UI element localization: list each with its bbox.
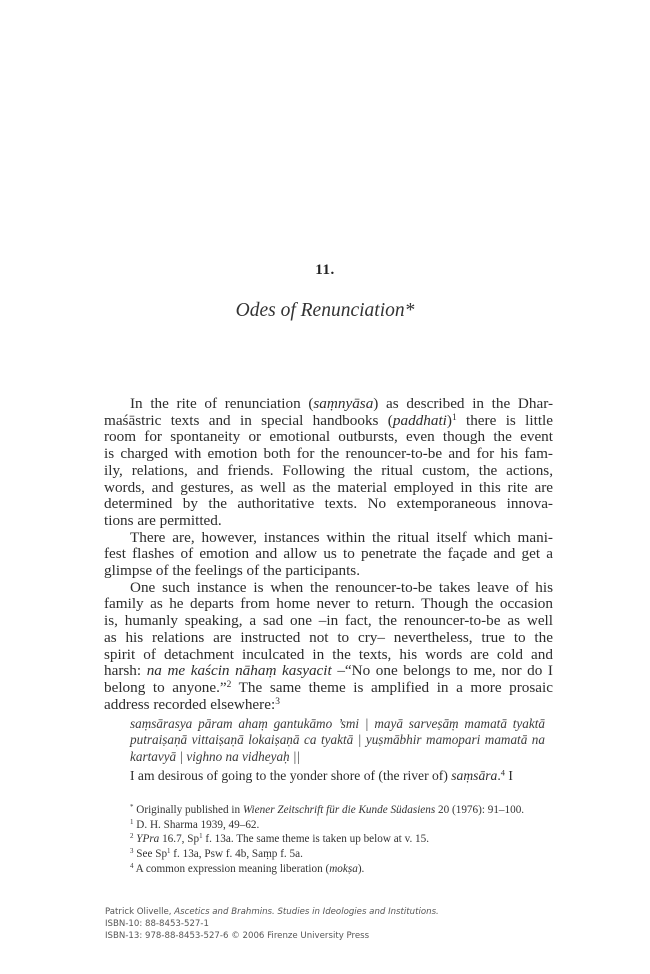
footnote-1: $^1$ D. H. Sharma 1939, 49–62.: [130, 817, 260, 831]
text-line: harsh: na me kaścin nāhaṃ kasyacit –“No one belongs to me, nor do I: [104, 662, 553, 680]
footnote-3: $^3$ See Sp$^1$ f. 13a, Psw f. 4b, Saṃp f. 5a.: [130, 847, 303, 861]
sanskrit-term: saṃnyāsa: [313, 395, 374, 412]
text-line: as his relations are instructed not to cry– nevertheless, true to the: [104, 628, 553, 646]
sanskrit-quote: na me kaścin nāhaṃ kasyacit: [146, 662, 332, 680]
quote-line: saṃsārasya pāram ahaṃ gantukāmo ’smi | mayā sarveṣāṃ mamatā tyaktā: [130, 716, 545, 731]
footnote-ref[interactable]: 3: [275, 696, 280, 707]
footnote-ref[interactable]: 4: [500, 767, 505, 778]
footnote-2: $^2$ YPra 16.7, Sp$^1$ f. 13a. The same theme is taken up below at v. 15.: [130, 832, 430, 846]
text-line: family as he departs from home never to return. Though the occasion: [104, 595, 553, 613]
publication-imprint: [105, 906, 505, 942]
text-line: room for spontaneity or emotional outbursts, even though the event: [104, 428, 553, 446]
chapter-number: 11.: [315, 262, 335, 278]
footnote-ref[interactable]: 1: [451, 412, 457, 423]
paragraph-2: [104, 530, 553, 580]
imprint-citation: Patrick Olivelle, Ascetics and Brahmins. Studies in Ideologies and Institutions.: [105, 907, 439, 917]
text-line: spirit of detachment inculcated in the texts, his words are cold and: [104, 645, 553, 663]
footnote-marker: 1: [130, 817, 134, 826]
text-line: maśāstric texts and in special handbooks (paddhati)$^1$ there is little: [104, 411, 554, 429]
text-line: belong to anyone.”$^2$ The same theme is amplified in a more prosaic: [104, 678, 553, 696]
footnote-marker: 4: [130, 862, 134, 870]
footnote-marker: 2: [130, 832, 134, 841]
text-line: ily, relations, and friends. Following the ritual custom, the actions,: [104, 461, 553, 479]
text-line: tions are permitted.: [104, 511, 222, 529]
footnote-marker: *: [130, 803, 134, 812]
text-line: fest flashes of emotion and allow us to penetrate the façade and get a: [104, 545, 553, 563]
book-title: Ascetics and Brahmins. Studies in Ideologies and Institutions.: [174, 907, 439, 917]
isbn-13: ISBN-13: 978-88-8453-527-6 © 2006 Firenze University Press: [105, 931, 370, 941]
text-line: is, humanly speaking, a sad one –in fact, the renouncer-to-be as well: [104, 612, 553, 630]
text-line: is charged with emotion both for the renouncer-to-be and for his fam-: [104, 445, 553, 463]
paragraph-1: [104, 396, 553, 530]
sanskrit-term: paddhati: [392, 411, 447, 429]
quote-line: putraiṣaṇā vittaiṣaṇā lokaiṣaṇā ca tyaktā | yuṣmābhir mamopari mamatā na: [130, 732, 545, 748]
isbn-10: ISBN-10: 88-8453-527-1: [105, 919, 209, 929]
text-line: In the rite of renunciation (saṃnyāsa) as described in the Dhar-: [130, 395, 553, 412]
sanskrit-block-quote: [130, 716, 545, 765]
text-line: There are, however, instances within the ritual itself which mani-: [130, 528, 553, 546]
body-text: [104, 396, 553, 713]
sanskrit-term: mokṣa: [329, 862, 358, 875]
source-abbrev: YPra: [136, 833, 160, 846]
text-line: determined by the authoritative texts. No extemporaneous innova-: [104, 495, 553, 513]
footnote-4: $^4$ A common expression meaning liberation (mokṣa).: [130, 862, 365, 875]
text-line: address recorded elsewhere:$^3$: [104, 695, 280, 713]
text-line: One such instance is when the renouncer-to-be takes leave of his: [130, 578, 553, 596]
footnote-ref[interactable]: 2: [226, 679, 232, 690]
footnotes: [130, 803, 560, 877]
text-line: glimpse of the feelings of the participants.: [104, 562, 361, 580]
sanskrit-term: saṃsāra: [451, 768, 498, 783]
quote-line: kartavyā | vighno na vidheyaḥ ||: [130, 748, 301, 764]
paragraph-3: [104, 580, 553, 714]
footnote-marker: 3: [130, 847, 134, 856]
journal-title: Wiener Zeitschrift für die Kunde Südasiens: [242, 804, 436, 816]
footnote-star: * Originally published in Wiener Zeitschrift für die Kunde Südasiens 20 (1976): 91–100.: [130, 803, 525, 816]
chapter-title: Odes of Renunciation*: [235, 300, 415, 321]
translation-line: I am desirous of going to the yonder shore of (the river of) saṃsāra.$^4$ I: [130, 767, 513, 783]
text-line: words, and gestures, as well as the material employed in this rite are: [104, 478, 553, 496]
